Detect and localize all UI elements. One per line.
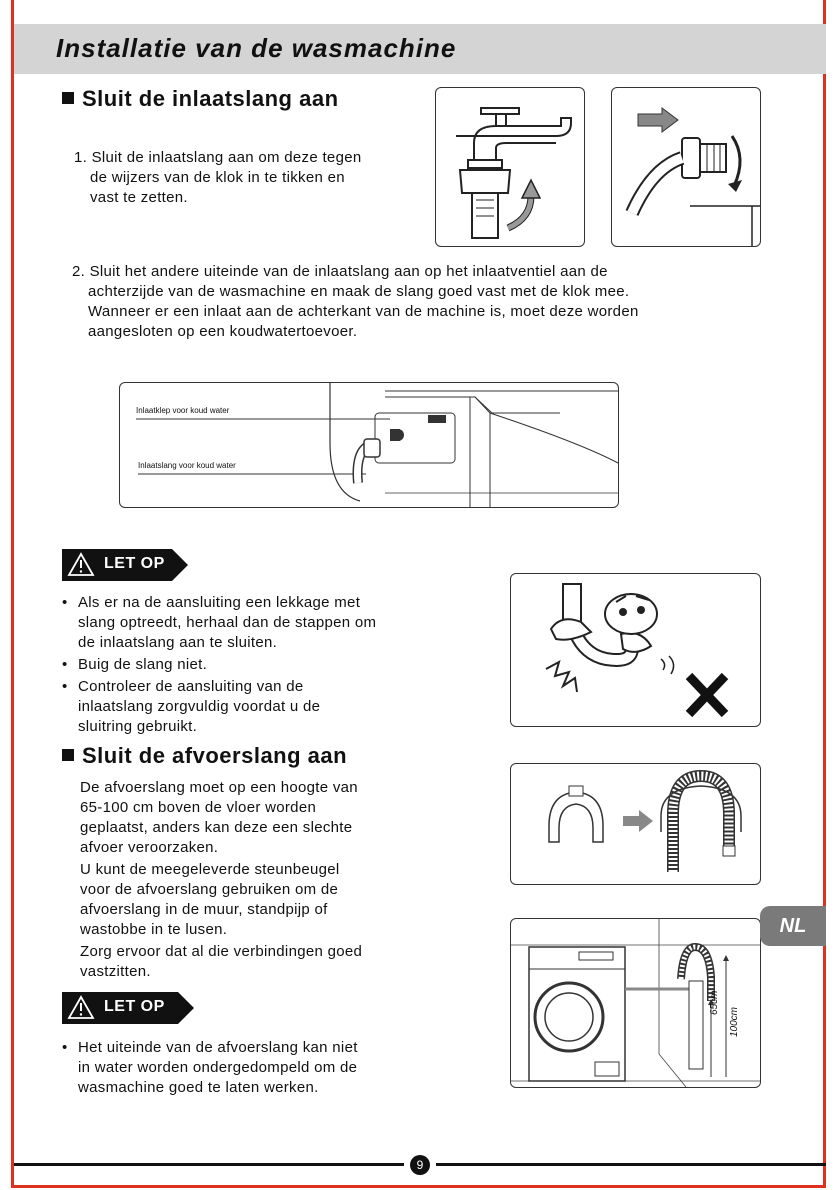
drain-para-1: De afvoerslang moet op een hoogte van 65-100 cm boven de vloer worden geplaatst, anders kan deze een slechte afvoer veroorzaken. (80, 779, 358, 856)
bent-hose-illustration (510, 573, 761, 727)
label-inlet-hose: Inlaatslang voor koud water (138, 461, 236, 470)
caution-item: • Buig de slang niet. (62, 655, 462, 675)
rear-inlet-diagram (119, 382, 619, 508)
caution-list-1 (62, 593, 462, 739)
valve-illustration (611, 87, 761, 247)
caution-badge-1 (62, 549, 202, 581)
drain-para-3: Zorg ervoor dat al die verbindingen goed vastzitten. (80, 943, 363, 980)
label-100cm: 100cm (729, 1006, 740, 1037)
faucet-illustration (435, 87, 585, 247)
caution-item: • Het uiteinde van de afvoerslang kan niet in water worden ondergedompeld om de wasmachine goed te laten werken. (62, 1038, 462, 1098)
page-title: Installatie van de wasmachine (56, 33, 457, 63)
footer-rule-left (14, 1163, 404, 1166)
language-tab: NL (760, 906, 826, 946)
inlet-step2: 2. Sluit het andere uiteinde van de inlaatslang aan op het inlaatventiel aan de achterzijde van de wasmachine en maak de slang goed vast met de klok mee. Wanneer er een inlaat aan de achterkant van de machine is, moet deze worden aangesloten op een koudwatertoevoer. (72, 263, 639, 340)
caution-list-2 (62, 1038, 462, 1100)
drain-height-illustration (510, 918, 761, 1088)
caution-item: • Als er na de aansluiting een lekkage met slang optreedt, herhaal dan de stappen om de inlaatslang aan te sluiten. (62, 593, 462, 653)
drain-para-2: U kunt de meegeleverde steunbeugel voor de afvoerslang gebruiken om de afvoerslang in de muur, standpijp of wastobbe in te lusen. (80, 861, 340, 938)
label-inlet-valve: Inlaatklep voor koud water (136, 406, 230, 415)
inlet-step1: 1. Sluit de inlaatslang aan om deze tegen de wijzers van de klok in te tikken en vast te zetten. (74, 149, 362, 206)
hose-bracket-illustration (510, 763, 761, 885)
drain-heading: Sluit de afvoerslang aan (62, 743, 347, 769)
caution-item: • Controleer de aansluiting van de inlaatslang zorgvuldig voordat u de sluitring gebruikt. (62, 677, 462, 737)
caution-label-1: LET OP (104, 555, 165, 572)
caution-badge-2 (62, 992, 202, 1024)
label-65cm: 65cm (709, 990, 720, 1015)
footer-rule-right (436, 1163, 826, 1166)
caution-label-2: LET OP (104, 998, 165, 1015)
inlet-heading: Sluit de inlaatslang aan (62, 86, 339, 112)
page-number: 9 (410, 1155, 430, 1175)
